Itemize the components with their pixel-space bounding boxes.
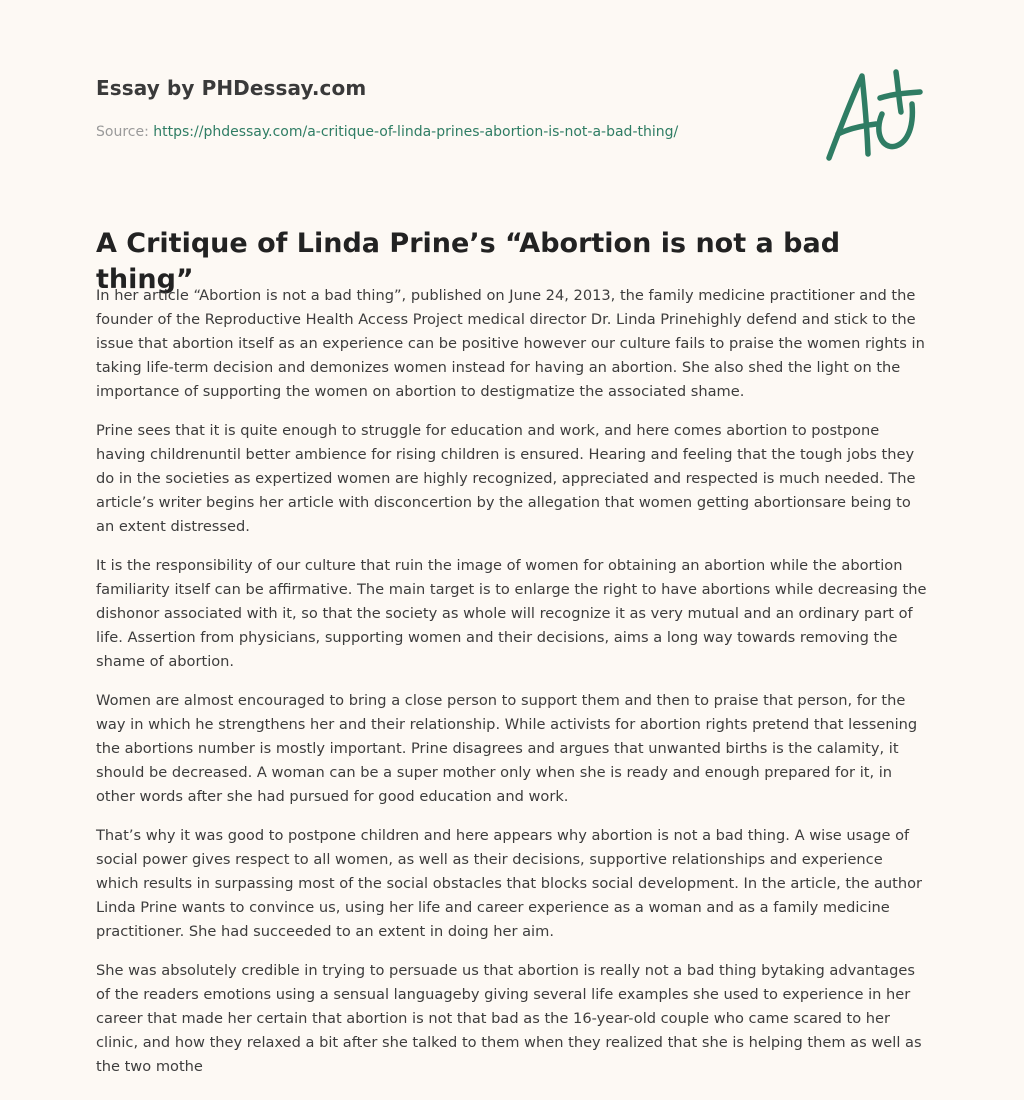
essay-paragraph: In her article “Abortion is not a bad thing”, published on June 24, 2013, the family medicine practitioner and the founder of the Reproductive Health Access Project medical director Dr. Linda Prinehighly defend and stick to the issue that abortion itself as an experience can be positive however our culture fails to praise the women rights in taking life-term decision and demonizes women instead for having an abortion. She also shed the light on the importance of supporting the women on abortion to destigmatize the associated shame. (96, 287, 925, 400)
source-label: Source: (96, 124, 154, 140)
source-line (96, 124, 678, 140)
essay-paragraph: Prine sees that it is quite enough to struggle for education and work, and here comes abortion to postpone having childrenuntil better ambience for rising children is ensured. Hearing and feeling that the tough jobs they do in the societies as expertized women are highly recognized, appreciated and respected is much needed. The article’s writer begins her article with disconcertion by the allegation that women getting abortionsare being to an extent distressed. (96, 422, 916, 535)
essay-paragraph: Women are almost encouraged to bring a close person to support them and then to praise that person, for the way in which he strengthens her and their relationship. While activists for abortion rights pretend that lessening the abortions number is mostly important. Prine disagrees and argues that unwanted births is the calamity, it should be decreased. A woman can be a super mother only when she is ready and enough prepared for it, in other words after she had pursued for good education and work. (96, 692, 918, 805)
essay-paragraph: It is the responsibility of our culture that ruin the image of women for obtaining an abortion while the abortion familiarity itself can be affirmative. The main target is to enlarge the right to have abortions while decreasing the dishonor associated with it, so that the society as whole will recognize it as very mutual and an ordinary part of life. Assertion from physicians, supporting women and their decisions, aims a long way towards removing the shame of abortion. (96, 557, 927, 670)
essay-title: A Critique of Linda Prine’s “Abortion is not a bad thing” (96, 228, 841, 295)
site-title: Essay by PHDessay.com (96, 76, 367, 100)
essay-paragraph: She was absolutely credible in trying to persuade us that abortion is really not a bad thing bytaking advantages of the readers emotions using a sensual languageby giving several life examples she used to experience in her career that made her certain that abortion is not that bad as the 16-year-old couple who came scared to her clinic, and how they relaxed a bit after she talked to them when they realized that she is helping them as well as the two mothe (96, 962, 922, 1075)
essay-body (96, 284, 928, 1094)
essay-paragraph: That’s why it was good to postpone children and here appears why abortion is not a bad thing. A wise usage of social power gives respect to all women, as well as their decisions, supportive relationships and experience which results in surpassing most of the social obstacles that blocks social development. In the article, the author Linda Prine wants to convince us, using her life and career experience as a woman and as a family medicine practitioner. She had succeeded to an extent in doing her aim. (96, 827, 923, 940)
source-link[interactable]: https://phdessay.com/a-critique-of-linda-prines-abortion-is-not-a-bad-thing/ (153, 124, 679, 140)
a-plus-grade-logo-icon (818, 66, 930, 166)
